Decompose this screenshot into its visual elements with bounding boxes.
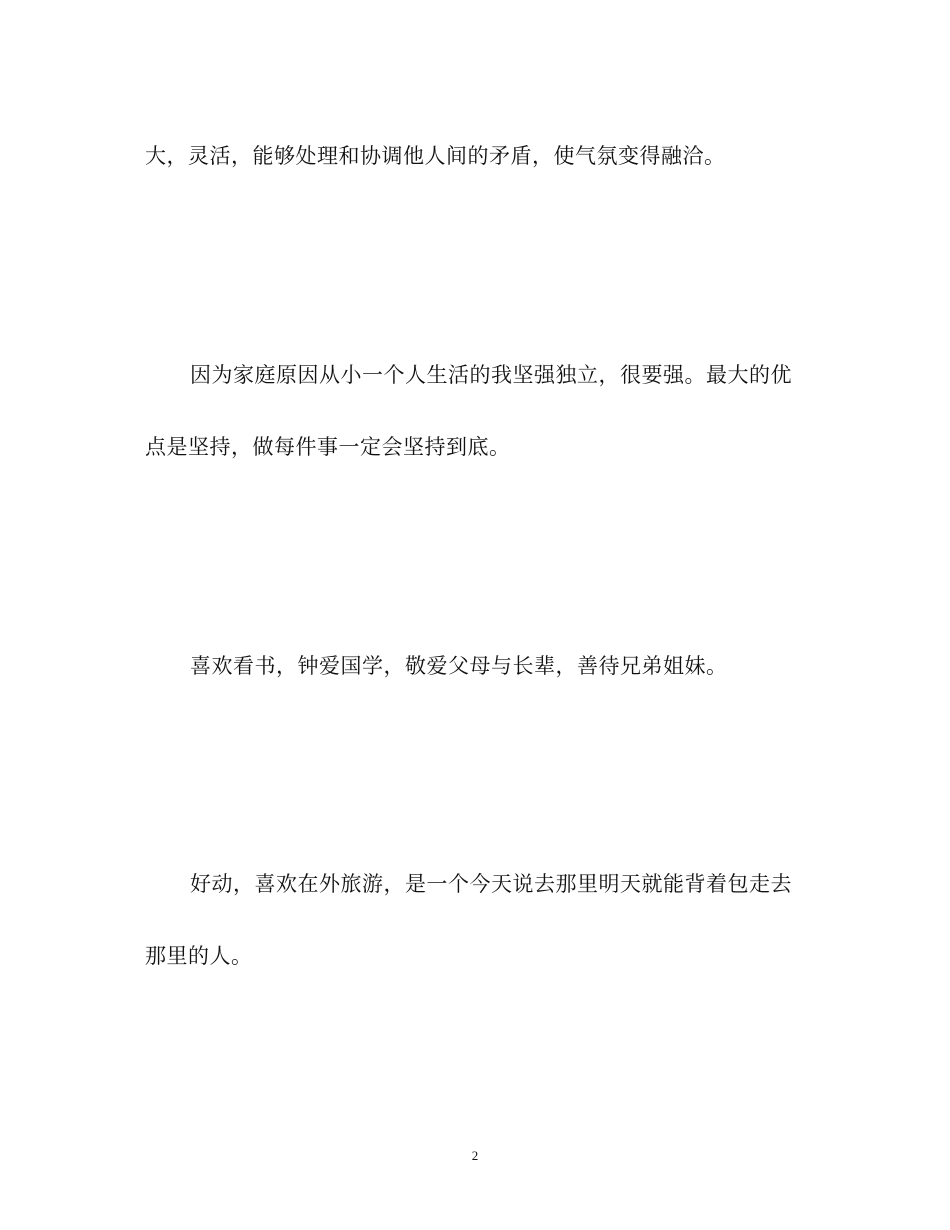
paragraph-2-line-1: 因为家庭原因从小一个人生活的我坚强独立，很要强。最大的优 [190, 363, 792, 387]
paragraph-4-line-1: 好动，喜欢在外旅游，是一个今天说去那里明天就能背着包走去 [190, 872, 792, 896]
paragraph-2-line-2: 点是坚持，做每件事一定会坚持到底。 [145, 435, 511, 459]
paragraph-1-line-1: 大，灵活，能够处理和协调他人间的矛盾，使气氛变得融洽。 [145, 144, 726, 168]
paragraph-4-line-2: 那里的人。 [145, 944, 253, 968]
page-number: 2 [471, 1148, 479, 1163]
paragraph-3-line-1: 喜欢看书，钟爱国学，敬爱父母与长辈，善待兄弟姐妹。 [190, 654, 728, 678]
